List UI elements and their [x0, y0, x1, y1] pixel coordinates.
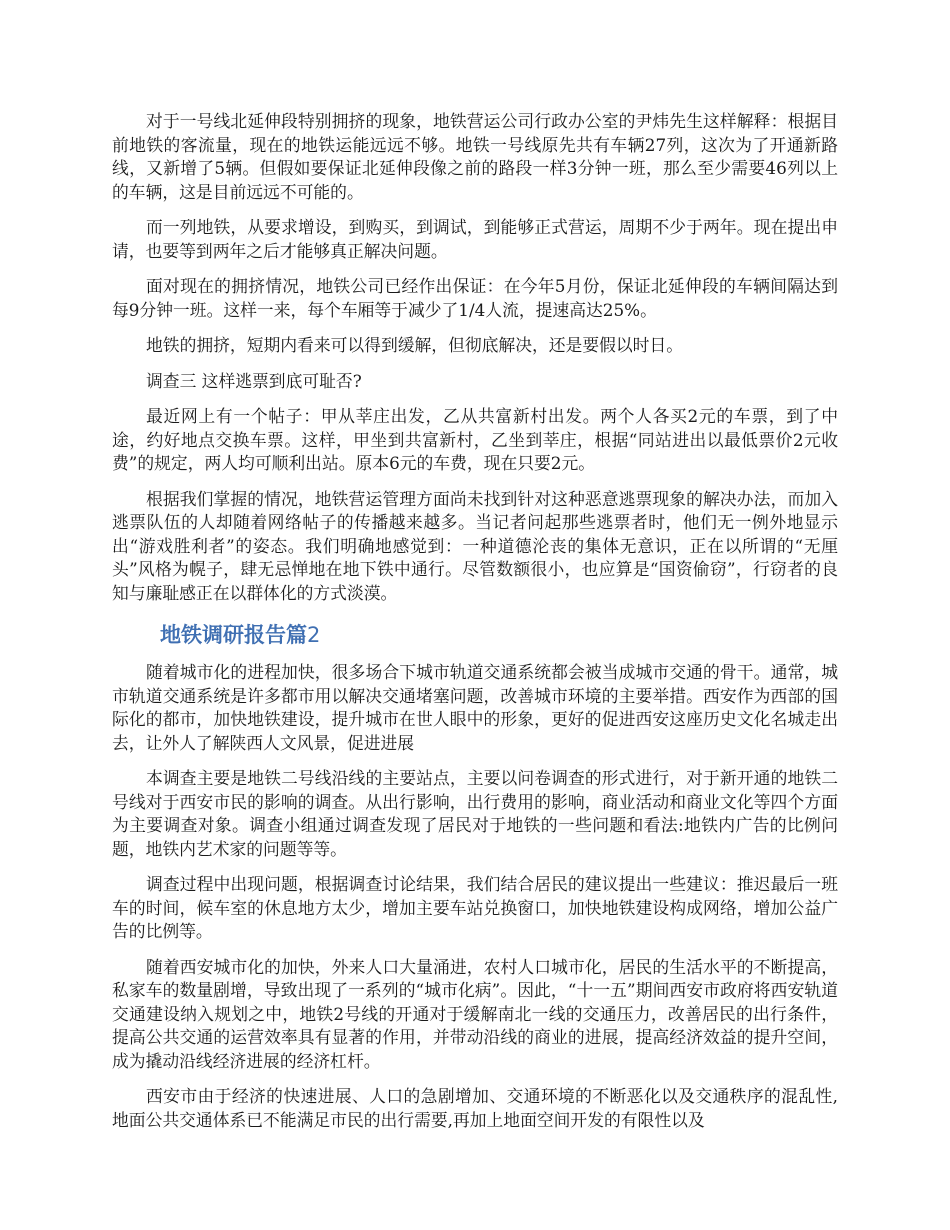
paragraph-7: 根据我们掌握的情况，地铁营运管理方面尚未找到针对这种恶意逃票现象的解决办法，而加入逃票队伍的人却随着网络帖子的传播越来越多。当记者问起那些逃票者时，他们无一例外地显示出“游戏胜利者”的姿态。我们明确地感觉到：一种道德沦丧的集体无意识，正在以所谓的“无厘头”风格为幌子，肆无忌惮地在地下铁中通行。尽管数额很小，也应算是“国资偷窃”，行窃者的良知与廉耻感正在以群体化的方式淡漠。: [112, 488, 838, 603]
paragraph-1: 对于一号线北延伸段特别拥挤的现象，地铁营运公司行政办公室的尹炜先生这样解释：根据目前地铁的客流量，现在的地铁运能远远不够。地铁一号线原先共有车辆27列，这次为了开通新路线，又新增了5辆。但假如要保证北延伸段像之前的路段一样3分钟一班，那么至少需要46列以上的车辆，这是目前远远不可能的。: [112, 111, 838, 202]
section-heading: [112, 621, 838, 649]
section-heading-text: 地铁调研报告篇: [160, 623, 307, 647]
paragraph-11: 随着西安城市化的加快，外来人口大量涌进，农村人口城市化，居民的生活水平的不断提高，私家车的数量剧增，导致出现了一系列的“城市化病”。因此，“十一五”期间西安市政府将西安轨道交通建设纳入规划之中，地铁2号线的开通对于缓解南北一线的交通压力，改善居民的出行条件，提高公共交通的运营效率具有显著的作用，并带动沿线的商业的进展，提高经济效益的提升空间，成为撬动沿线经济进展的经济杠杆。: [112, 956, 838, 1071]
paragraph-2: 而一列地铁，从要求增设，到购买，到调试，到能够正式营运，周期不少于两年。现在提出申请，也要等到两年之后才能够真正解决问题。: [112, 217, 838, 261]
paragraph-8: 随着城市化的进程加快，很多场合下城市轨道交通系统都会被当成城市交通的骨干。通常，城市轨道交通系统是许多都市用以解决交通堵塞问题，改善城市环境的主要举措。西安作为西部的国际化的都市，加快地铁建设，提升城市在世人眼中的形象，更好的促进西安这座历史文化名城走出去，让外人了解陕西人文风景，促进进展: [112, 662, 838, 753]
paragraph-12: 西安市由于经济的快速进展、人口的急剧增加、交通环境的不断恶化以及交通秩序的混乱性,地面公共交通体系已不能满足市民的出行需要,再加上地面空间开发的有限性以及: [112, 1086, 838, 1130]
document-page: [112, 110, 838, 1144]
paragraph-10: 调查过程中出现问题，根据调查讨论结果，我们结合居民的建议提出一些建议：推迟最后一班车的时间，候车室的休息地方太少，增加主要车站兑换窗口，加快地铁建设构成网络，增加公益广告的比例等。: [112, 874, 838, 941]
survey-three-title: 调查三 这样逃票到底可耻否?: [146, 370, 362, 391]
paragraph-9: 本调查主要是地铁二号线沿线的主要站点，主要以问卷调查的形式进行，对于新开通的地铁二号线对于西安市民的影响的调查。从出行影响，出行费用的影响，商业活动和商业文化等四个方面为主要调查对象。调查小组通过调查发现了居民对于地铁的一些问题和看法:地铁内广告的比例问题，地铁内艺术家的问题等等。: [112, 768, 838, 859]
paragraph-3: 面对现在的拥挤情况，地铁公司已经作出保证：在今年5月份，保证北延伸段的车辆间隔达到每9分钟一班。这样一来，每个车厢等于减少了1/4人流，提速高达25%。: [112, 276, 838, 320]
paragraph-6: 最近网上有一个帖子：甲从莘庄出发，乙从共富新村出发。两个人各买2元的车票，到了中途，约好地点交换车票。这样，甲坐到共富新村，乙坐到莘庄，根据“同站进出以最低票价2元收费”的规定，两人均可顺利出站。原本6元的车费，现在只要2元。: [112, 406, 838, 473]
paragraph-4: 地铁的拥挤，短期内看来可以得到缓解，但彻底解决，还是要假以时日。: [146, 335, 684, 355]
section-heading-number: 2: [307, 623, 321, 647]
